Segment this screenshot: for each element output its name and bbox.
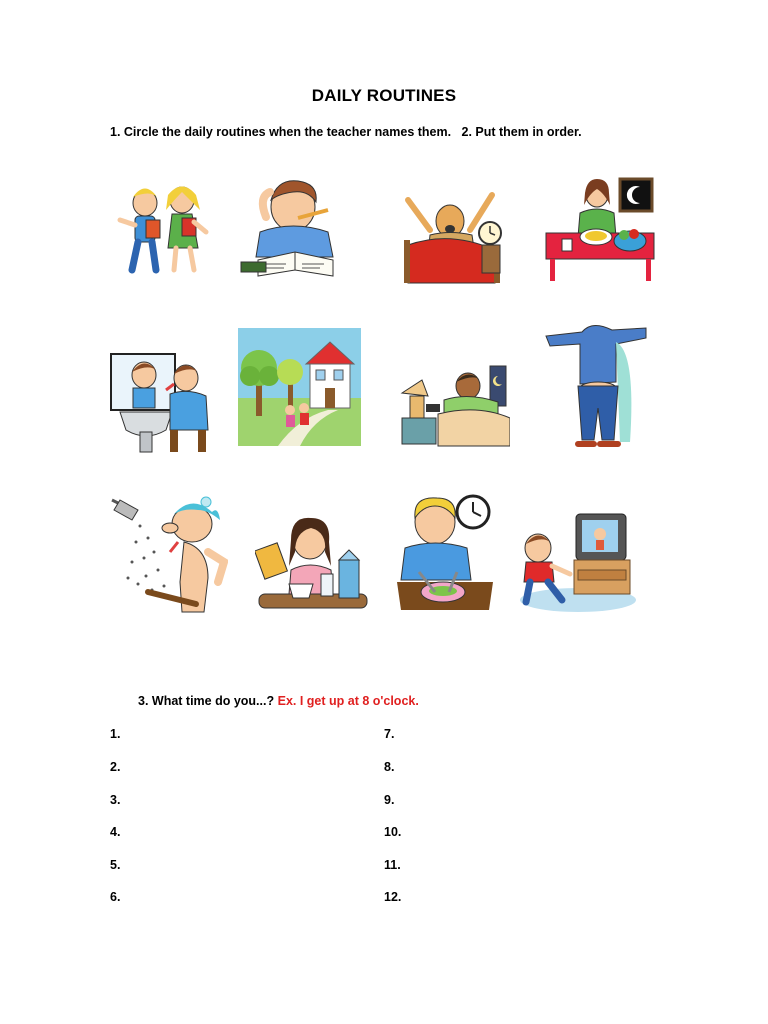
- page-title: DAILY ROUTINES: [311, 86, 457, 105]
- man-taking-shower-icon: [108, 492, 228, 617]
- man-waking-up-icon: [400, 185, 510, 285]
- answer-number: 12.: [384, 890, 402, 904]
- answer-number: 6.: [110, 890, 121, 904]
- answer-number: 4.: [110, 825, 121, 839]
- children-walking-to-school-icon: [110, 170, 210, 285]
- children-going-home-icon: [238, 328, 361, 446]
- answer-number: 10.: [384, 825, 402, 839]
- answer-number: 1.: [110, 727, 121, 741]
- boy-brushing-teeth-icon: [108, 350, 213, 455]
- boy-getting-dressed-icon: [542, 322, 650, 452]
- girl-having-breakfast-icon: [255, 512, 370, 612]
- answer-number: 3.: [110, 793, 121, 807]
- man-going-to-bed-icon: [398, 348, 510, 448]
- woman-eating-dinner-icon: [542, 175, 657, 285]
- question-3-example: Ex. I get up at 8 o'clock.: [277, 694, 419, 708]
- answer-number: 7.: [384, 727, 395, 741]
- boy-doing-homework-icon: [238, 172, 353, 282]
- answer-number: 5.: [110, 858, 121, 872]
- instructions: 1. Circle the daily routines when the teacher names them. 2. Put them in order.: [110, 125, 582, 139]
- answer-number: 11.: [384, 858, 401, 872]
- question-3: [138, 694, 419, 708]
- boy-having-lunch-icon: [395, 492, 495, 617]
- answer-number: 2.: [110, 760, 121, 774]
- question-3-prompt: 3. What time do you...?: [138, 694, 275, 708]
- boy-watching-tv-icon: [518, 508, 636, 613]
- answer-number: 9.: [384, 793, 395, 807]
- answer-number: 8.: [384, 760, 395, 774]
